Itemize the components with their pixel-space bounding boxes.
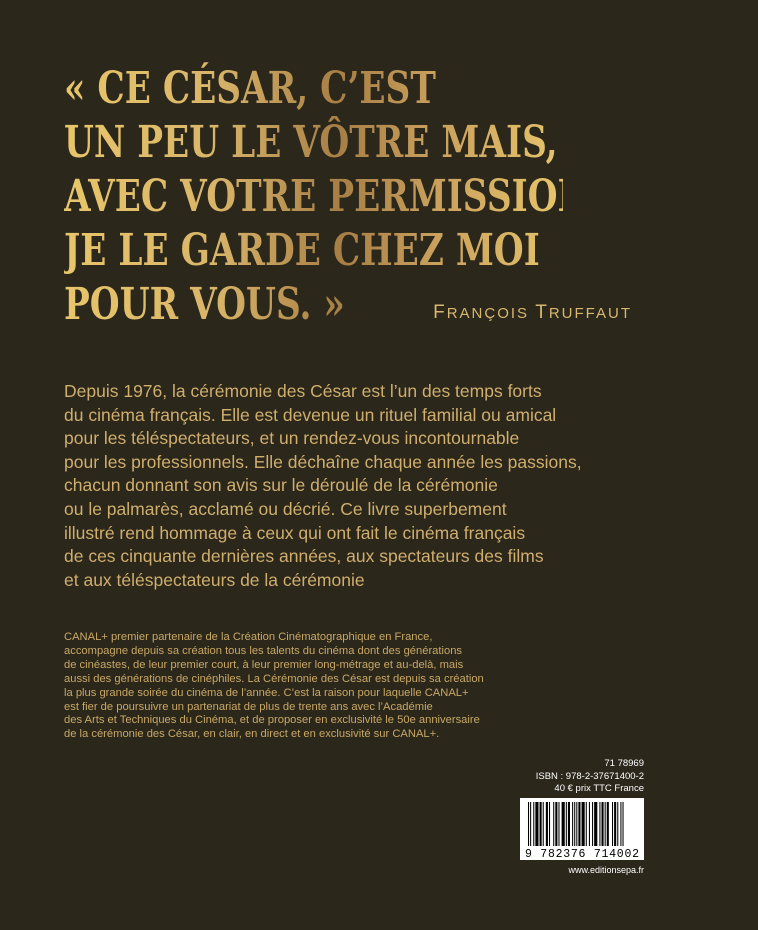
barcode-bar [576,802,577,846]
barcode-bar [620,802,621,846]
barcode-graphic [520,798,644,860]
partner-line: CANAL+ premier partenaire de la Création Cinématographique en France, [64,631,433,643]
product-code: 71 78969 [604,758,644,769]
quote-author [433,302,632,324]
intro-line: de ces cinquante dernières années, aux spectateurs des films [64,546,544,567]
partner-line: aussi des générations de cinéphiles. La Cérémonie des César est depuis sa création [64,672,484,685]
barcode-bar [582,802,585,846]
barcode-bar [549,802,550,846]
quote-line: POUR VOUS. » [64,279,345,330]
barcode-bar [562,802,565,846]
intro-line: ou le palmarès, acclamé ou décrié. Ce livre superbement [64,498,507,519]
intro-line: et aux téléspectateurs de la cérémonie [64,569,365,590]
barcode-bar [607,802,609,846]
barcode-bar [623,802,624,846]
quote-line: UN PEU LE VÔTRE MAIS, [64,117,558,168]
author-last-initial: T [535,302,549,323]
barcode-bar [612,802,613,846]
barcode-bar [555,802,557,846]
intro-line: Depuis 1976, la cérémonie des César est l’un des temps forts [64,381,542,401]
barcode-bar [594,802,597,846]
barcode-bar [602,802,604,846]
partner-line: de la cérémonie des César, en clair, en direct et en exclusivité sur CANAL+. [64,728,440,741]
author-first-initial: F [433,302,447,323]
book-meta [536,758,644,796]
barcode-bar [586,802,587,846]
barcode-bar [543,802,544,846]
barcode-bar [589,802,590,846]
barcode-bar [528,802,529,846]
intro-line: du cinéma français. Elle est devenue un rituel familial ou amical [64,404,557,425]
intro-line: pour les téléspectateurs, et un rendez-vous incontournable [64,428,520,449]
barcode [520,798,644,860]
intro-line: chacun donnant son avis sur le déroulé de la cérémonie [64,475,498,496]
barcode-bar [617,802,618,846]
quote-line: JE LE GARDE CHEZ MOI [64,225,540,276]
barcode-bar [546,802,548,846]
barcode-bar [568,802,570,846]
partner-paragraph [64,631,624,742]
barcode-bar [572,802,573,846]
website: www.editionsepa.fr [568,865,644,875]
barcode-bar [578,802,580,846]
price: 40 € prix TTC France [554,783,644,794]
isbn: ISBN : 978-2-37671400-2 [535,770,644,782]
quote-line: AVEC VOTRE PERMISSION, [64,171,599,222]
barcode-bar [566,802,567,846]
author-last-rest: RUFFAUT [548,305,632,322]
barcode-bar [592,802,593,846]
intro-line: pour les professionnels. Elle déchaîne chaque année les passions, [64,451,582,472]
partner-line: des Arts et Techniques du Cinéma, et de proposer en exclusivité le 50e anniversaire [64,714,480,727]
barcode-digits: 9 782376 714002 [525,848,639,860]
partner-line: la plus grande soirée du cinéma de l’année. C’est la raison pour laquelle CANAL+ [64,686,469,699]
barcode-bar [614,802,616,846]
barcode-bar [574,802,575,846]
author-first-rest: RANÇOIS [446,305,530,322]
barcode-bar [599,802,600,846]
barcode-bar [530,802,531,846]
intro-paragraph [64,380,664,592]
barcode-bar [553,802,554,846]
quote-line: « CE CÉSAR, C’EST [64,63,436,114]
barcode-bar [605,802,606,846]
partner-line: de cinéastes, de leur premier court, à leur premier long-métrage et au-delà, mais [64,658,464,671]
barcode-bar [540,802,542,846]
partner-line: accompagne depuis sa création tous les talents du cinéma dont des générations [64,644,463,657]
barcode-bar [535,802,538,846]
barcode-bar [558,802,559,846]
partner-line: est fier de poursuivre un partenariat de plus de trente ans avec l’Académie [64,700,433,713]
intro-line: illustré rend hommage à ceux qui ont fait le cinéma français [64,522,526,543]
barcode-bar [533,802,534,846]
